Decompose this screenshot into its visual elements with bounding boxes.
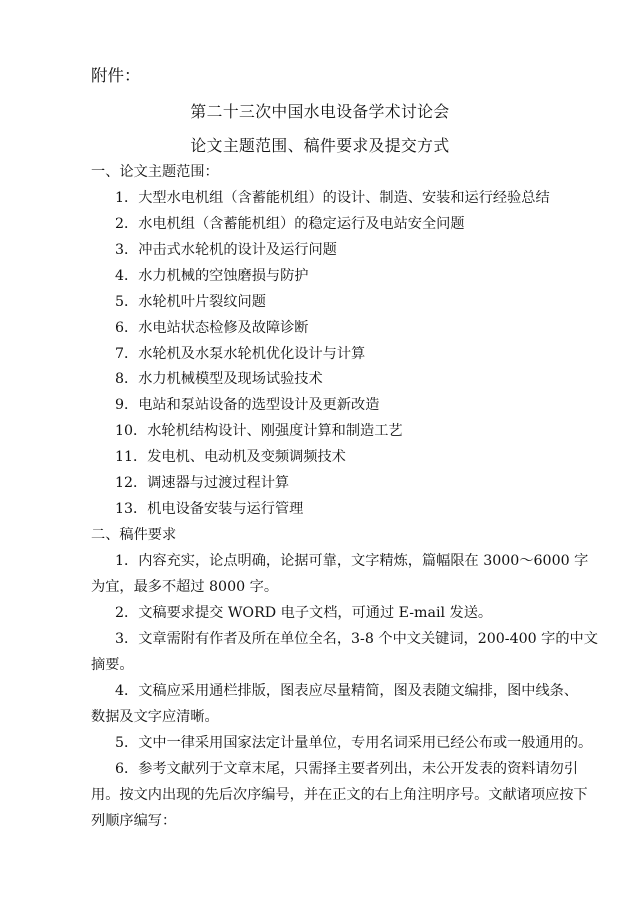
topic-item: 6．水电站状态检修及故障诊断	[115, 320, 309, 336]
requirement-paragraph-4: 4．文稿应采用通栏排版，图表应尽量精简，图及表随文编排，图中线条、	[115, 683, 579, 699]
topic-item: 1．大型水电机组（含蓄能机组）的设计、制造、安装和运行经验总结	[115, 190, 550, 206]
requirement-paragraph-4-cont: 数据及文字应清晰。	[91, 709, 219, 725]
topic-item: 2．水电机组（含蓄能机组）的稳定运行及电站安全问题	[115, 216, 465, 232]
requirement-paragraph-6-cont: 用。按文内出现的先后次序编号，并在正文的右上角注明序号。文献诸项应按下	[91, 787, 588, 803]
requirement-paragraph-1: 1．内容充实，论点明确，论据可靠，文字精炼，篇幅限在 3000～6000 字	[115, 553, 589, 569]
requirement-paragraph-1-cont: 为宜，最多不超过 8000 字。	[91, 579, 279, 595]
requirement-paragraph-6-cont: 列顺序编写：	[91, 813, 177, 829]
attachment-label: 附件：	[91, 66, 141, 85]
topic-item: 3．冲击式水轮机的设计及运行问题	[115, 242, 337, 258]
document-title: 第二十三次中国水电设备学术讨论会	[190, 102, 450, 121]
document-subtitle: 论文主题范围、稿件要求及提交方式	[190, 136, 450, 155]
topic-item: 4．水力机械的空蚀磨损与防护	[115, 268, 309, 284]
topic-item: 13．机电设备安装与运行管理	[115, 501, 304, 517]
topic-item: 5．水轮机叶片裂纹问题	[115, 294, 266, 310]
topic-item: 10．水轮机结构设计、刚强度计算和制造工艺	[115, 423, 403, 439]
section-heading-topics: 一、论文主题范围：	[91, 164, 219, 180]
topic-item: 9．电站和泵站设备的选型设计及更新改造	[115, 397, 380, 413]
topic-item: 8．水力机械模型及现场试验技术	[115, 371, 323, 387]
requirement-paragraph-3-cont: 摘要。	[91, 657, 134, 673]
section-heading-requirements: 二、稿件要求	[91, 527, 177, 543]
requirement-paragraph-5: 5．文中一律采用国家法定计量单位，专用名词采用已经公布或一般通用的。	[115, 735, 593, 751]
requirement-paragraph-2: 2．文稿要求提交 WORD 电子文档，可通过 E-mail 发送。	[115, 605, 493, 621]
requirement-paragraph-3: 3．文章需附有作者及所在单位全名，3-8 个中文关键词，200-400 字的中文	[115, 631, 598, 647]
topic-item: 7．水轮机及水泵水轮机优化设计与计算	[115, 346, 366, 362]
requirement-paragraph-6: 6．参考文献列于文章末尾，只需择主要者列出，未公开发表的资料请勿引	[115, 761, 579, 777]
topic-item: 11．发电机、电动机及变频调频技术	[115, 449, 346, 465]
topic-item: 12．调速器与过渡过程计算	[115, 475, 290, 491]
